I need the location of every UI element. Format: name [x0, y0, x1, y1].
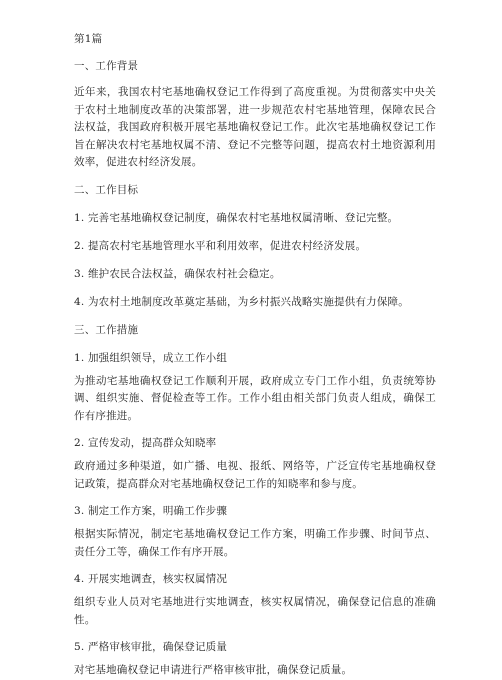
page-label: 第1篇 [74, 33, 103, 45]
document-page [74, 20, 436, 680]
background-paragraph: 近年来，我国农村宅基地确权登记工作得到了高度重视。为贯彻落实中央关于农村土地制度改革的决策部署，进一步规范农村宅基地管理，保障农民合法权益，我国政府积极开展宅基地确权登记工作。此次宅基地确权登记工作旨在解决农村宅基地权属不清、登记不完整等问题，提高农村土地资源利用效率，促进农村经济发展。 [74, 86, 436, 168]
measure-paragraph-3: 根据实际情况，制定宅基地确权登记工作方案，明确工作步骤、时间节点、责任分工等，确保工作有序开展。 [74, 528, 436, 558]
measure-paragraph-2: 政府通过多种渠道，如广播、电视、报纸、网络等，广泛宣传宅基地确权登记政策，提高群众对宅基地确权登记工作的知晓率和参与度。 [74, 460, 436, 490]
section-heading-background: 一、工作背景 [74, 60, 139, 72]
goal-item-4: 4. 为农村土地制度改革奠定基础，为乡村振兴战略实施提供有力保障。 [74, 295, 409, 308]
measure-title-2: 2. 宣传发动，提高群众知晓率 [74, 437, 217, 449]
measure-paragraph-5: 对宅基地确权登记申请进行严格审核审批，确保登记质量。 [74, 664, 353, 676]
section-heading-goals: 二、工作目标 [74, 183, 139, 196]
measure-title-3: 3. 制定工作方案，明确工作步骤 [74, 505, 228, 517]
goal-item-1: 1. 完善宅基地确权登记制度，确保农村宅基地权属清晰、登记完整。 [74, 211, 399, 224]
measure-title-5: 5. 严格审核审批，确保登记质量 [74, 641, 228, 653]
goal-item-3: 3. 维护农民合法权益，确保农村社会稳定。 [74, 267, 281, 280]
measure-title-4: 4. 开展实地调查，核实权属情况 [74, 573, 228, 585]
measure-title-1: 1. 加强组织领导，成立工作小组 [74, 351, 228, 364]
measure-paragraph-4: 组织专业人员对宅基地进行实地调查，核实权属情况，确保登记信息的准确性。 [74, 596, 436, 626]
measure-paragraph-1: 为推动宅基地确权登记工作顺利开展，政府成立专门工作小组，负责统筹协调、组织实施、督促检查等工作。工作小组由相关部门负责人组成，确保工作有序推进。 [74, 374, 436, 422]
goal-item-2: 2. 提高农村宅基地管理水平和利用效率，促进农村经济发展。 [74, 239, 367, 252]
section-heading-measures: 三、工作措施 [74, 323, 139, 336]
